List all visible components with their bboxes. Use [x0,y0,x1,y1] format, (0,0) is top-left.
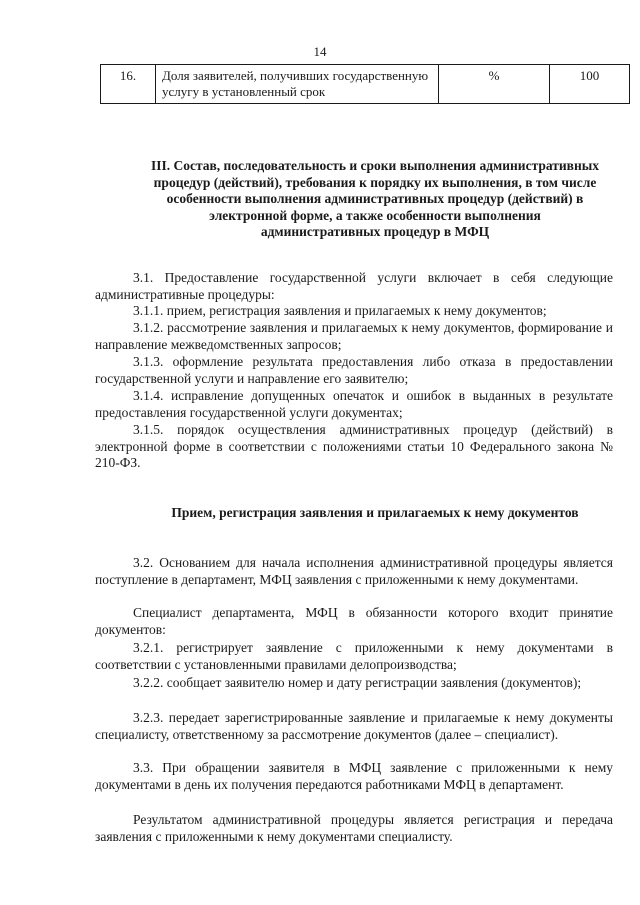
paragraph-specialist: Специалист департамента, МФЦ в обязанности которого входит принятие документов: [95,605,613,637]
paragraph-3-3: 3.3. При обращении заявителя в МФЦ заявление с приложенными к нему документами в день их получения передаются работниками МФЦ в департамент. [95,760,613,792]
paragraph-result: Результатом административной процедуры является регистрация и передача заявления с приложенными к нему документами специалисту. [95,812,613,844]
row-number-cell: 16. [101,65,156,104]
paragraph-3-1-3: 3.1.3. оформление результата предоставления либо отказа в предоставлении государственной услуги и направление его заявителю; [95,354,613,386]
indicators-table [100,64,630,104]
value-cell: 100 [550,65,630,104]
unit-cell: % [439,65,550,104]
paragraph-3-2-1: 3.2.1. регистрирует заявление с приложенными к нему документами в соответствии с установленными правилами делопроизводства; [95,640,613,672]
paragraph-3-1: 3.1. Предоставление государственной услуги включает в себя следующие административные процедуры: [95,270,613,302]
paragraph-3-1-5: 3.1.5. порядок осуществления административных процедур (действий) в электронной форме в соответствии с положениями статьи 10 Федерального закона № 210-ФЗ. [95,422,613,470]
paragraph-3-1-2: 3.1.2. рассмотрение заявления и прилагаемых к нему документов, формирование и направление межведомственных запросов; [95,320,613,352]
paragraph-3-2-3: 3.2.3. передает зарегистрированные заявление и прилагаемые к нему документы специалисту, ответственному за рассмотрение документов (далее – специалист). [95,710,613,742]
paragraph-3-2: 3.2. Основанием для начала исполнения административной процедуры является поступление в департамент, МФЦ заявления с приложенными к нему документами. [95,555,613,587]
paragraph-3-2-2: 3.2.2. сообщает заявителю номер и дату регистрации заявления (документов); [133,675,582,690]
paragraph-3-1-4: 3.1.4. исправление допущенных опечаток и ошибок в выданных в результате предоставления государственной услуги документах; [95,388,613,420]
paragraph-3-1-1: 3.1.1. прием, регистрация заявления и прилагаемых к нему документов; [133,303,547,318]
subsection-title: Прием, регистрация заявления и прилагаемых к нему документов [171,505,579,520]
page-number: 14 [313,44,327,59]
table-row [101,65,630,104]
section-title: III. Состав, последовательность и сроки выполнения административных процедур (действий), требования к порядку их выполнения, в том числе особенности выполнения административных процедур (действий) в электронной форме, а также особенности выполнения административных процедур в МФЦ [150,158,600,239]
indicator-name-cell: Доля заявителей, получивших государственную услугу в установленный срок [156,65,439,104]
